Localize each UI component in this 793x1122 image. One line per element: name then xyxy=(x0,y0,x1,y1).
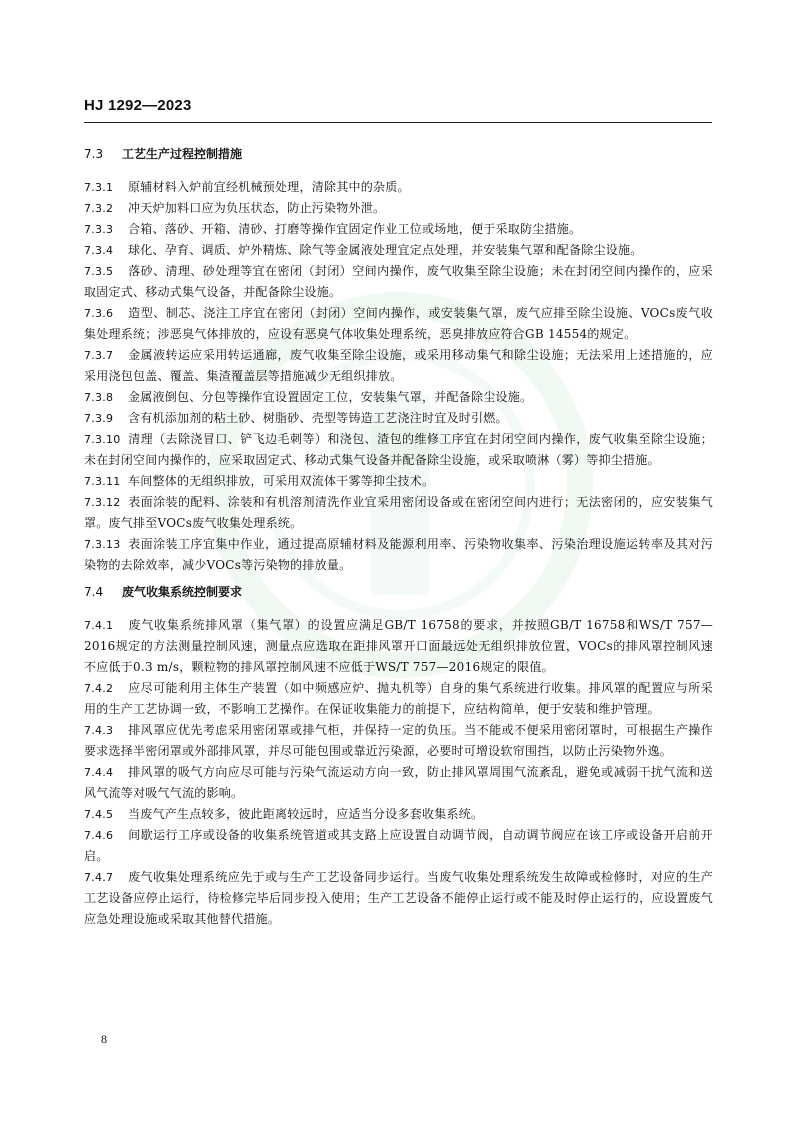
clause-number: 7.4.3 xyxy=(84,724,114,737)
clause-number: 7.3.9 xyxy=(84,412,114,425)
clause-number: 7.3.11 xyxy=(84,475,121,488)
clause-text: 排风罩应优先考虑采用密闭罩或排气柜，并保持一定的负压。当不能或不便采用密闭罩时，可根据生产操作要求选择半密闭罩或外部排风罩，并尽可能包围或靠近污染源，必要时可增设软帘围挡，以防止污染物外逸。 xyxy=(84,723,713,758)
clause-text: 合箱、落砂、开箱、清砂、打磨等操作宜固定作业工位或场地，便于采取防尘措施。 xyxy=(128,222,582,236)
clause-paragraph xyxy=(84,219,713,240)
clause-paragraph xyxy=(84,534,713,576)
section-number: 7.3 xyxy=(84,147,104,161)
clause-number: 7.3.6 xyxy=(84,307,114,320)
clause-text: 排风罩的吸气方向应尽可能与污染气流运动方向一致，防止排风罩周围气流紊乱，避免或减弱干扰气流和送风气流等对吸气气流的影响。 xyxy=(84,765,713,800)
clause-number: 7.4.7 xyxy=(84,871,114,884)
clause-number: 7.3.1 xyxy=(84,181,114,194)
clause-text: 含有机添加剂的粘土砂、树脂砂、壳型等铸造工艺浇注时宜及时引燃。 xyxy=(128,411,508,425)
clause-number: 7.3.5 xyxy=(84,265,114,278)
clause-text: 球化、孕育、调质、炉外精炼、除气等金属液处理宜定点处理，并安装集气罩和配备除尘设施。 xyxy=(128,243,643,257)
section-heading-7-3 xyxy=(84,146,713,163)
clause-list-7-3 xyxy=(84,177,713,576)
clause-text: 间歇运行工序或设备的收集系统管道或其支路上应设置自动调节阀，自动调节阀应在该工序或设备开启前开启。 xyxy=(84,828,713,863)
clause-paragraph xyxy=(84,720,713,762)
clause-paragraph xyxy=(84,492,713,534)
clause-text: 落砂、清理、砂处理等宜在密闭（封闭）空间内操作，废气收集至除尘设施；未在封闭空间内操作的，应采取固定式、移动式集气设备，并配备除尘设施。 xyxy=(84,264,713,299)
document-code: HJ 1292—2023 xyxy=(84,97,192,114)
clause-number: 7.3.10 xyxy=(84,433,121,446)
clause-number: 7.4.6 xyxy=(84,829,114,842)
clause-paragraph xyxy=(84,471,713,492)
clause-paragraph xyxy=(84,408,713,429)
clause-text: 应尽可能利用主体生产装置（如中频感应炉、抛丸机等）自身的集气系统进行收集。排风罩的配置应与所采用的生产工艺协调一致，不影响工艺操作。在保证收集能力的前提下，应结构简单，便于安装和维护管理。 xyxy=(84,681,713,716)
clause-number: 7.4.5 xyxy=(84,808,114,821)
clause-number: 7.3.2 xyxy=(84,202,114,215)
clause-text: 造型、制芯、浇注工序宜在密闭（封闭）空间内操作，或安装集气罩，废气应排至除尘设施、VOCs废气收集处理系统；涉恶臭气体排放的，应设有恶臭气体收集处理系统，恶臭排放应符合GB 14554的规定。 xyxy=(84,306,713,341)
clause-text: 废气收集处理系统应先于或与生产工艺设备同步运行。当废气收集处理系统发生故障或检修时，对应的生产工艺设备应停止运行，待检修完毕后同步投入使用；生产工艺设备不能停止运行或不能及时停止运行的，应设置废气应急处理设施或采取其他替代措施。 xyxy=(84,870,713,926)
clause-text: 当废气产生点较多，彼此距离较远时，应适当分设多套收集系统。 xyxy=(128,807,484,821)
clause-number: 7.3.12 xyxy=(84,496,121,509)
section-number: 7.4 xyxy=(84,585,104,599)
clause-paragraph xyxy=(84,867,713,930)
header-rule xyxy=(84,122,712,123)
clause-text: 废气收集系统排风罩（集气罩）的设置应满足GB/T 16758的要求，并按照GB/T 16758和WS/T 757—2016规定的方法测量控制风速，测量点应选取在距排风罩开口面最远处无组织排放位置，VOCs的排风罩控制风速不应低于0.3 m/s，颗粒物的排风罩控制风速不应低于WS/T 757—2016规定的限值。 xyxy=(84,618,713,674)
clause-text: 原辅材料入炉前宜经机械预处理，清除其中的杂质。 xyxy=(128,180,410,194)
clause-paragraph xyxy=(84,804,713,825)
clause-number: 7.4.1 xyxy=(84,619,114,632)
clause-paragraph xyxy=(84,177,713,198)
clause-paragraph xyxy=(84,429,713,471)
clause-paragraph xyxy=(84,615,713,678)
clause-list-7-4 xyxy=(84,615,713,930)
clause-number: 7.3.7 xyxy=(84,349,114,362)
clause-text: 金属液倒包、分包等操作宜设置固定工位，安装集气罩，并配备除尘设施。 xyxy=(128,390,533,404)
clause-number: 7.3.3 xyxy=(84,223,114,236)
clause-paragraph xyxy=(84,762,713,804)
clause-paragraph xyxy=(84,303,713,345)
clause-text: 冲天炉加料口应为负压状态，防止污染物外泄。 xyxy=(128,201,386,215)
clause-number: 7.3.13 xyxy=(84,538,121,551)
clause-paragraph xyxy=(84,678,713,720)
clause-text: 车间整体的无组织排放，可采用双流体干雾等抑尘技术。 xyxy=(128,474,435,488)
clause-paragraph xyxy=(84,240,713,261)
clause-number: 7.4.2 xyxy=(84,682,114,695)
section-title: 工艺生产过程控制措施 xyxy=(122,147,243,161)
clause-number: 7.3.4 xyxy=(84,244,114,257)
clause-paragraph xyxy=(84,825,713,867)
clause-text: 金属液转运应采用转运通廊，废气收集至除尘设施，或采用移动集气和除尘设施；无法采用上述措施的，应采用浇包包盖、覆盖、集渣覆盖层等措施减少无组织排放。 xyxy=(84,348,713,383)
section-title: 废气收集系统控制要求 xyxy=(122,585,243,599)
page-content xyxy=(84,146,713,930)
clause-paragraph xyxy=(84,261,713,303)
clause-number: 7.3.8 xyxy=(84,391,114,404)
page-number: 8 xyxy=(101,1032,107,1046)
clause-text: 清理（去除浇冒口、铲飞边毛刺等）和浇包、渣包的维修工序宜在封闭空间内操作，废气收集至除尘设施；未在封闭空间内操作的，应采取固定式、移动式集气设备并配备除尘设施，或采取喷淋（雾）等抑尘措施。 xyxy=(84,432,713,467)
clause-text: 表面涂装工序宜集中作业，通过提高原辅材料及能源利用率、污染物收集率、污染治理设施运转率及其对污染物的去除效率，减少VOCs等污染物的排放量。 xyxy=(84,537,713,572)
clause-text: 表面涂装的配料、涂装和有机溶剂清洗作业宜采用密闭设备或在密闭空间内进行；无法密闭的，应安装集气罩。废气排至VOCs废气收集处理系统。 xyxy=(84,495,713,530)
clause-paragraph xyxy=(84,198,713,219)
clause-paragraph xyxy=(84,387,713,408)
section-heading-7-4 xyxy=(84,584,713,601)
clause-number: 7.4.4 xyxy=(84,766,114,779)
clause-paragraph xyxy=(84,345,713,387)
